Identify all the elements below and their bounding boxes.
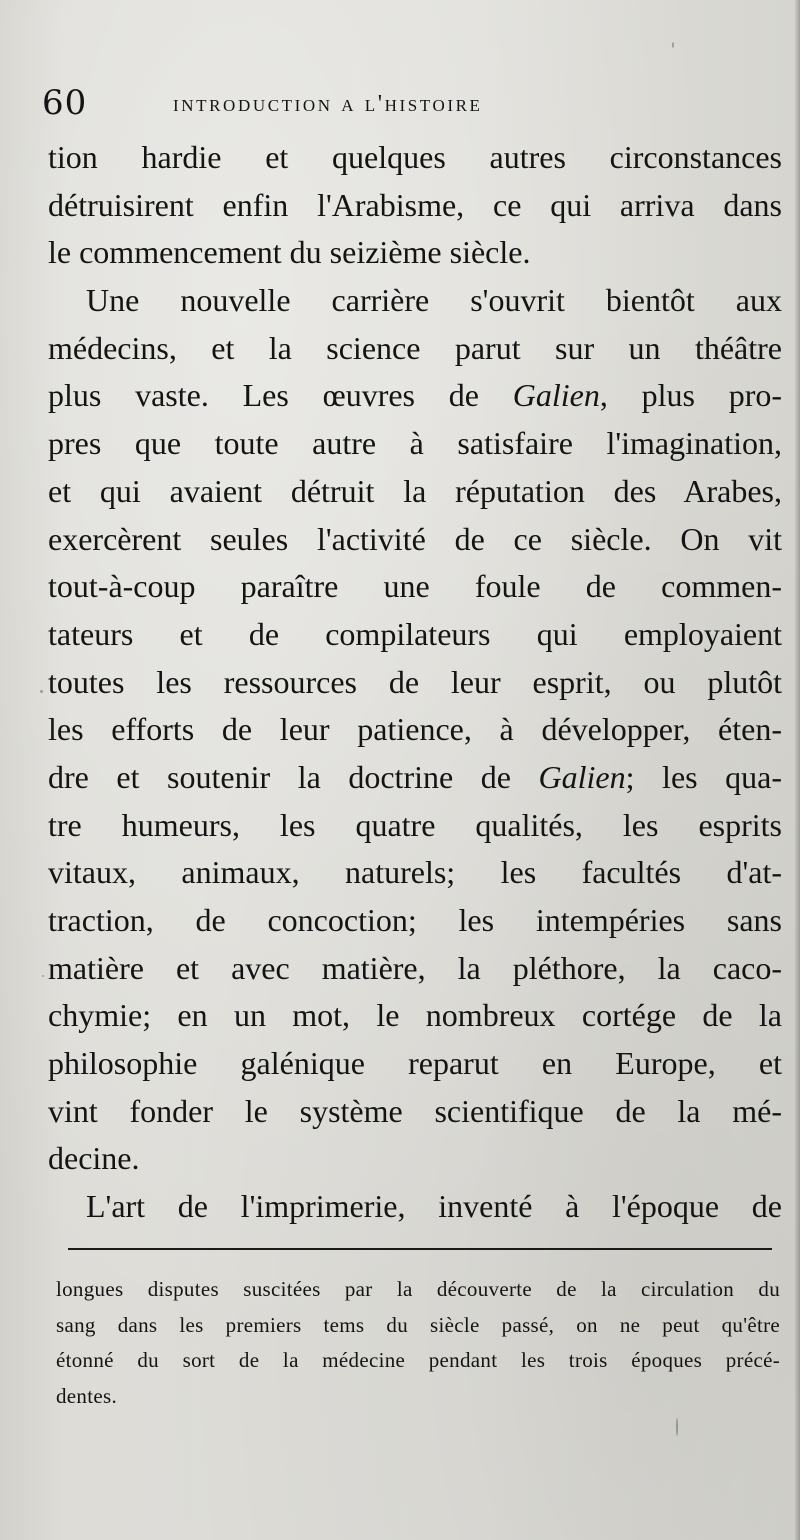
text-line: tre humeurs, les quatre qualités, les esprits xyxy=(48,806,782,843)
text-line: toutes les ressources de leur esprit, ou plutôt xyxy=(48,663,782,700)
text-line: pres que toute autre à satisfaire l'imagination, xyxy=(48,425,782,462)
footnote xyxy=(56,1272,780,1414)
text-line: exercèrent seules l'activité de ce siècle. On vit xyxy=(48,520,782,557)
print-speck xyxy=(676,1418,678,1436)
text-line: détruisirent enfin l'Arabisme, ce qui arriva dans xyxy=(48,186,782,223)
text-run: dre et soutenir la doctrine de xyxy=(48,758,539,795)
text-line: tion hardie et quelques autres circonstances xyxy=(48,139,782,175)
print-speck xyxy=(40,690,43,693)
italic-name: Galien xyxy=(512,377,600,414)
page-number: 60 xyxy=(42,83,88,123)
text-line: et qui avaient détruit la réputation des Arabes, xyxy=(48,472,782,509)
print-speck xyxy=(672,42,674,48)
footnote-rule xyxy=(68,1248,772,1250)
text-line: traction, de concoction; les intempéries sans xyxy=(48,902,782,938)
text-line: decine. xyxy=(48,1140,140,1177)
text-line: les efforts de leur patience, à développer, éten- xyxy=(48,711,782,748)
text-run: ; les qua- xyxy=(625,758,783,795)
body-text xyxy=(48,134,782,1231)
text-line: vint fonder le système scientifique de la mé- xyxy=(48,1092,782,1129)
text-line: tout-à-coup paraître une foule de commen- xyxy=(48,568,782,605)
footnote-line: sang dans les premiers tems du siècle passé, on ne peut qu'être xyxy=(56,1312,780,1337)
italic-name: Galien xyxy=(538,758,626,795)
running-head: introduction a l'histoire xyxy=(173,91,483,117)
text-run: , plus pro- xyxy=(599,377,783,414)
page-header xyxy=(42,78,762,128)
text-line: vitaux, animaux, naturels; les facultés d'at- xyxy=(48,854,782,891)
text-line: matière et avec matière, la pléthore, la caco- xyxy=(48,949,782,986)
text-line: philosophie galénique reparut en Europe, et xyxy=(48,1045,782,1082)
text-line: L'art de l'imprimerie, inventé à l'époque de xyxy=(86,1188,782,1225)
text-line xyxy=(48,754,782,802)
text-line: chymie; en un mot, le nombreux cortége de la xyxy=(48,997,782,1034)
footnote-line: longues disputes suscitées par la découverte de la circulation du xyxy=(56,1277,780,1301)
footnote-line: étonné du sort de la médecine pendant les trois époques précé- xyxy=(56,1348,780,1372)
text-line: tateurs et de compilateurs qui employaient xyxy=(48,615,782,652)
print-speck xyxy=(42,975,44,977)
text-line xyxy=(48,372,782,420)
footnote-line: dentes. xyxy=(56,1383,117,1408)
page-edge-shadow xyxy=(794,0,800,1540)
text-run: plus vaste. Les œuvres de xyxy=(48,377,513,414)
text-line: Une nouvelle carrière s'ouvrit bientôt aux xyxy=(86,282,782,319)
text-line: le commencement du seizième siècle. xyxy=(48,234,531,271)
text-line: médecins, et la science parut sur un théâtre xyxy=(48,329,782,366)
